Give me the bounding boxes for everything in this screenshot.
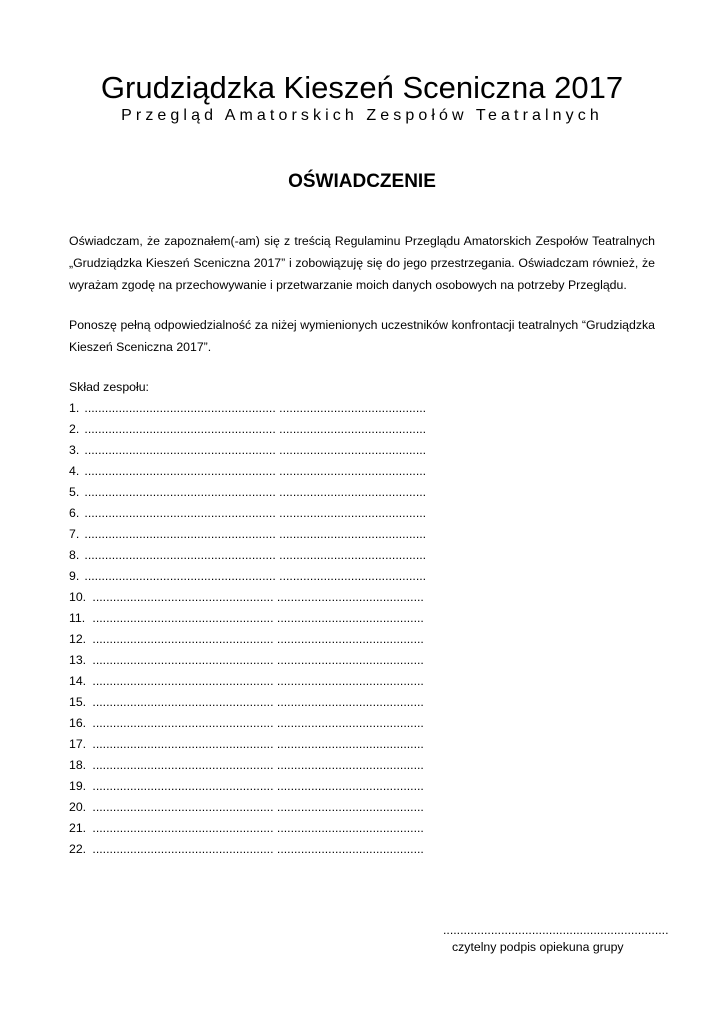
dotted-fill-line: ..................................................... ........................................... — [92, 779, 424, 793]
team-member-row — [69, 503, 426, 524]
team-member-row — [69, 776, 426, 797]
row-number: 10. — [69, 590, 87, 604]
dotted-fill-line: ..................................................... ........................................... — [92, 821, 424, 835]
dotted-fill-line: ........................................................ ........................................... — [84, 443, 427, 457]
signature-line: .................................................................. — [443, 923, 669, 937]
dotted-fill-line: ..................................................... ........................................... — [92, 611, 424, 625]
row-number: 21. — [69, 821, 87, 835]
dotted-fill-line: ..................................................... ........................................... — [92, 800, 424, 814]
responsibility-paragraph: Ponoszę pełną odpowiedzialność za niżej wymienionych uczestników konfrontacji teatralnych “Grudziądzka Kieszeń Sceniczna 2017”. — [69, 318, 655, 354]
team-member-row — [69, 545, 426, 566]
row-number: 1. — [69, 401, 80, 415]
dotted-fill-line: ........................................................ ........................................... — [84, 548, 427, 562]
dotted-fill-line: ........................................................ ........................................... — [84, 485, 427, 499]
team-member-row — [69, 839, 426, 860]
team-member-row — [69, 713, 426, 734]
row-number: 2. — [69, 422, 80, 436]
row-number: 16. — [69, 716, 87, 730]
dotted-fill-line: ..................................................... ........................................... — [92, 674, 424, 688]
team-member-row — [69, 755, 426, 776]
dotted-fill-line: ........................................................ ........................................... — [84, 569, 427, 583]
team-member-row — [69, 461, 426, 482]
team-member-row — [69, 734, 426, 755]
row-number: 12. — [69, 632, 87, 646]
row-number: 3. — [69, 443, 80, 457]
dotted-fill-line: ..................................................... ........................................... — [92, 842, 424, 856]
row-number: 22. — [69, 842, 87, 856]
dotted-fill-line: ........................................................ ........................................... — [84, 527, 427, 541]
team-member-list — [69, 398, 426, 860]
dotted-fill-line: ..................................................... ........................................... — [92, 653, 424, 667]
row-number: 20. — [69, 800, 87, 814]
dotted-fill-line: ..................................................... ........................................... — [92, 737, 424, 751]
declaration-paragraph: Oświadczam, że zapoznałem(-am) się z treścią Regulaminu Przeglądu Amatorskich Zespołów Teatralnych „Grudziądzka Kieszeń Sceniczna 2017” i zobowiązuję się do jego przestrzegania. Oświadczam również, że wyrażam zgodę na przechowywanie i przetwarzanie moich danych osobowych na potrzeby Przeglądu. — [69, 234, 655, 292]
dotted-fill-line: ..................................................... ........................................... — [92, 695, 424, 709]
document-title: Grudziądzka Kieszeń Sceniczna 2017 — [100, 70, 624, 105]
declaration-heading: OŚWIADCZENIE — [288, 171, 436, 192]
team-member-row — [69, 524, 426, 545]
dotted-fill-line: ..................................................... ........................................... — [92, 632, 424, 646]
team-member-row — [69, 482, 426, 503]
row-number: 9. — [69, 569, 80, 583]
row-number: 14. — [69, 674, 87, 688]
row-number: 11. — [69, 611, 86, 625]
team-member-row — [69, 650, 426, 671]
team-member-row — [69, 566, 426, 587]
dotted-fill-line: ........................................................ ........................................... — [84, 464, 427, 478]
row-number: 6. — [69, 506, 80, 520]
signature-caption: czytelny podpis opiekuna grupy — [452, 940, 624, 954]
dotted-fill-line: ..................................................... ........................................... — [92, 590, 424, 604]
team-member-row — [69, 797, 426, 818]
row-number: 5. — [69, 485, 80, 499]
team-member-row — [69, 818, 426, 839]
row-number: 8. — [69, 548, 80, 562]
row-number: 13. — [69, 653, 87, 667]
dotted-fill-line: ..................................................... ........................................... — [92, 758, 424, 772]
team-member-row — [69, 587, 426, 608]
team-member-row — [69, 608, 426, 629]
row-number: 4. — [69, 464, 80, 478]
dotted-fill-line: ........................................................ ........................................... — [84, 506, 427, 520]
row-number: 19. — [69, 779, 87, 793]
team-label: Skład zespołu: — [69, 380, 149, 394]
row-number: 7. — [69, 527, 80, 541]
document-subtitle: Przegląd Amatorskich Zespołów Teatralnych — [121, 107, 603, 124]
row-number: 15. — [69, 695, 87, 709]
team-member-row — [69, 440, 426, 461]
team-member-row — [69, 398, 426, 419]
team-member-row — [69, 692, 426, 713]
row-number: 18. — [69, 758, 87, 772]
dotted-fill-line: ..................................................... ........................................... — [92, 716, 424, 730]
dotted-fill-line: ........................................................ ........................................... — [84, 422, 427, 436]
team-member-row — [69, 629, 426, 650]
row-number: 17. — [69, 737, 87, 751]
dotted-fill-line: ........................................................ ........................................... — [84, 401, 427, 415]
team-member-row — [69, 419, 426, 440]
team-member-row — [69, 671, 426, 692]
